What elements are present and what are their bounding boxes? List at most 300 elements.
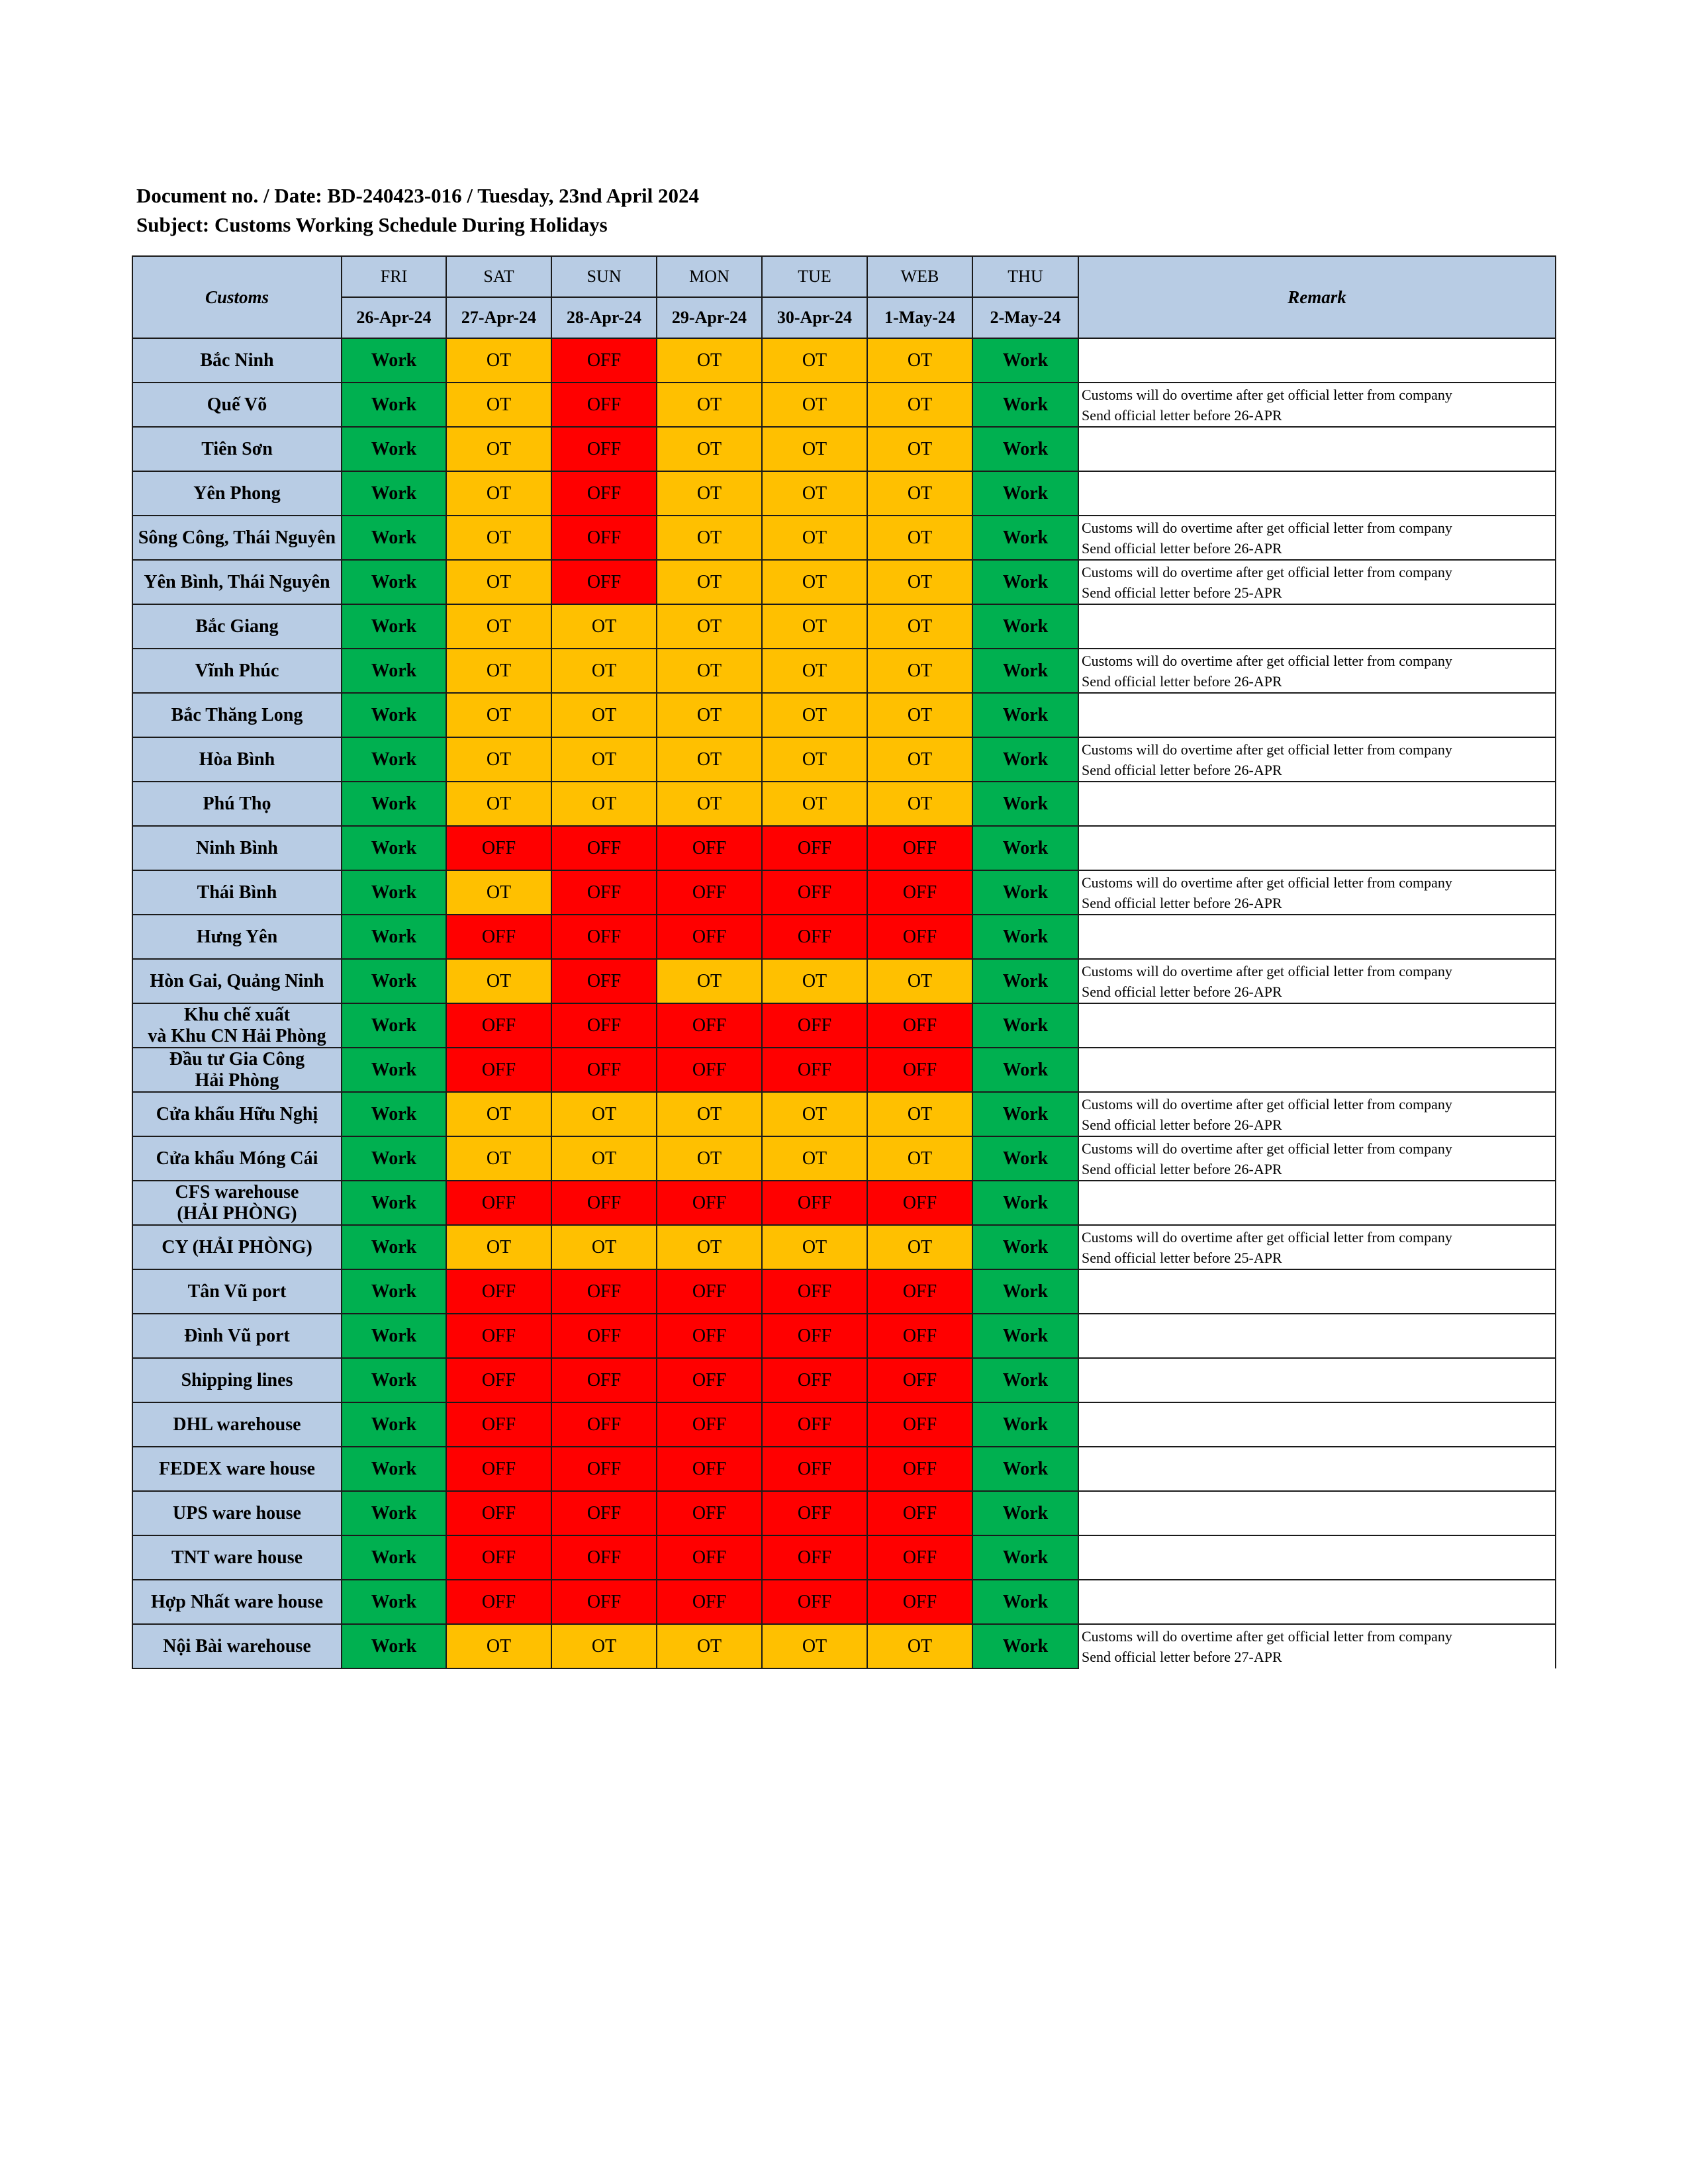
status-cell-sat: OFF — [446, 826, 551, 870]
table-row — [132, 560, 1556, 604]
status-cell-web: OT — [867, 737, 972, 782]
status-cell-thu: Work — [972, 693, 1078, 737]
status-cell-sun: OFF — [551, 1358, 657, 1402]
status-cell-sun: OFF — [551, 427, 657, 471]
status-cell-thu: Work — [972, 516, 1078, 560]
customs-office-name: Hòn Gai, Quảng Ninh — [132, 959, 342, 1003]
customs-office-name: Yên Phong — [132, 471, 342, 516]
status-cell-web: OFF — [867, 1358, 972, 1402]
table-row — [132, 826, 1556, 870]
status-cell-web: OT — [867, 782, 972, 826]
status-cell-web: OT — [867, 471, 972, 516]
customs-office-name-line: CFS warehouse — [175, 1181, 299, 1203]
table-row — [132, 1491, 1556, 1535]
status-cell-thu: Work — [972, 604, 1078, 649]
table-row — [132, 427, 1556, 471]
remark-line: Customs will do overtime after get official letter from company — [1082, 1095, 1452, 1113]
customs-column-header: Customs — [132, 256, 342, 338]
status-cell-sun: OFF — [551, 1314, 657, 1358]
status-cell-fri: Work — [342, 693, 446, 737]
status-cell-fri: Work — [342, 1136, 446, 1181]
status-cell-sun: OFF — [551, 516, 657, 560]
status-cell-sat: OT — [446, 427, 551, 471]
status-cell-thu: Work — [972, 1491, 1078, 1535]
customs-office-name: Bắc Thăng Long — [132, 693, 342, 737]
customs-office-name — [132, 1181, 342, 1225]
status-cell-sun: OT — [551, 1136, 657, 1181]
status-cell-sun: OFF — [551, 471, 657, 516]
status-cell-thu: Work — [972, 826, 1078, 870]
day-header: MON — [657, 256, 762, 297]
table-row — [132, 1181, 1556, 1225]
remark-cell — [1078, 427, 1556, 471]
remark-cell — [1078, 1624, 1556, 1668]
remark-cell — [1078, 782, 1556, 826]
table-row — [132, 383, 1556, 427]
status-cell-sun: OFF — [551, 1535, 657, 1580]
schedule-body — [132, 338, 1556, 1668]
status-cell-web: OFF — [867, 915, 972, 959]
status-cell-sat: OT — [446, 737, 551, 782]
status-cell-sat: OT — [446, 870, 551, 915]
status-cell-fri: Work — [342, 1092, 446, 1136]
remark-line: Customs will do overtime after get official letter from company — [1082, 741, 1452, 758]
status-cell-sat: OT — [446, 604, 551, 649]
table-row — [132, 737, 1556, 782]
status-cell-mon: OT — [657, 737, 762, 782]
remark-cell — [1078, 1358, 1556, 1402]
remark-cell — [1078, 959, 1556, 1003]
status-cell-tue: OT — [762, 604, 867, 649]
status-cell-web: OFF — [867, 1447, 972, 1491]
status-cell-sat: OFF — [446, 1402, 551, 1447]
remark-line: Send official letter before 26-APR — [1082, 1116, 1282, 1133]
status-cell-sun: OFF — [551, 1447, 657, 1491]
status-cell-mon: OT — [657, 1092, 762, 1136]
table-row — [132, 649, 1556, 693]
status-cell-tue: OT — [762, 649, 867, 693]
status-cell-sat: OFF — [446, 1181, 551, 1225]
status-cell-mon: OT — [657, 1624, 762, 1668]
status-cell-thu: Work — [972, 959, 1078, 1003]
status-cell-sun: OFF — [551, 1491, 657, 1535]
status-cell-tue: OFF — [762, 1358, 867, 1402]
status-cell-mon: OT — [657, 604, 762, 649]
status-cell-sun: OT — [551, 737, 657, 782]
table-row — [132, 1314, 1556, 1358]
status-cell-tue: OFF — [762, 1269, 867, 1314]
status-cell-fri: Work — [342, 1402, 446, 1447]
customs-office-name — [132, 1048, 342, 1092]
remark-line: Customs will do overtime after get official letter from company — [1082, 1228, 1452, 1246]
status-cell-fri: Work — [342, 649, 446, 693]
status-cell-mon: OT — [657, 383, 762, 427]
remark-line: Send official letter before 26-APR — [1082, 1160, 1282, 1177]
remark-line: Send official letter before 26-APR — [1082, 761, 1282, 778]
status-cell-thu: Work — [972, 427, 1078, 471]
customs-office-name: Nội Bài warehouse — [132, 1624, 342, 1668]
status-cell-tue: OT — [762, 737, 867, 782]
status-cell-thu: Work — [972, 782, 1078, 826]
status-cell-tue: OT — [762, 471, 867, 516]
status-cell-fri: Work — [342, 782, 446, 826]
status-cell-sun: OFF — [551, 915, 657, 959]
status-cell-mon: OT — [657, 959, 762, 1003]
status-cell-thu: Work — [972, 471, 1078, 516]
remark-cell — [1078, 870, 1556, 915]
status-cell-thu: Work — [972, 737, 1078, 782]
status-cell-fri: Work — [342, 1269, 446, 1314]
status-cell-thu: Work — [972, 1580, 1078, 1624]
remark-line: Send official letter before 26-APR — [1082, 672, 1282, 690]
status-cell-web: OFF — [867, 1314, 972, 1358]
status-cell-thu: Work — [972, 1181, 1078, 1225]
customs-office-name: Đình Vũ port — [132, 1314, 342, 1358]
remark-cell — [1078, 1447, 1556, 1491]
remark-cell — [1078, 1402, 1556, 1447]
remark-cell — [1078, 471, 1556, 516]
table-row — [132, 1624, 1556, 1668]
remark-line: Send official letter before 26-APR — [1082, 406, 1282, 424]
status-cell-fri: Work — [342, 471, 446, 516]
status-cell-thu: Work — [972, 1269, 1078, 1314]
customs-office-name: Phú Thọ — [132, 782, 342, 826]
status-cell-mon: OFF — [657, 1269, 762, 1314]
status-cell-mon: OT — [657, 471, 762, 516]
status-cell-web: OFF — [867, 1535, 972, 1580]
status-cell-fri: Work — [342, 1048, 446, 1092]
status-cell-tue: OFF — [762, 826, 867, 870]
customs-office-name: Bắc Giang — [132, 604, 342, 649]
table-row — [132, 1535, 1556, 1580]
status-cell-fri: Work — [342, 915, 446, 959]
status-cell-sat: OT — [446, 693, 551, 737]
remark-line: Customs will do overtime after get official letter from company — [1082, 1628, 1452, 1645]
remark-line: Send official letter before 26-APR — [1082, 894, 1282, 911]
status-cell-sun: OFF — [551, 1048, 657, 1092]
status-cell-mon: OT — [657, 427, 762, 471]
status-cell-sun: OT — [551, 693, 657, 737]
status-cell-mon: OFF — [657, 1358, 762, 1402]
status-cell-sat: OFF — [446, 1535, 551, 1580]
remark-cell — [1078, 1136, 1556, 1181]
status-cell-web: OFF — [867, 826, 972, 870]
status-cell-sat: OFF — [446, 1003, 551, 1048]
date-header: 1-May-24 — [867, 297, 972, 338]
remark-line: Customs will do overtime after get official letter from company — [1082, 652, 1452, 669]
status-cell-web: OT — [867, 1136, 972, 1181]
status-cell-mon: OFF — [657, 1181, 762, 1225]
status-cell-mon: OT — [657, 338, 762, 383]
customs-office-name-line: Khu chế xuất — [183, 1004, 291, 1025]
status-cell-fri: Work — [342, 1580, 446, 1624]
status-cell-mon: OT — [657, 1136, 762, 1181]
status-cell-sun: OFF — [551, 1269, 657, 1314]
status-cell-tue: OT — [762, 1225, 867, 1269]
status-cell-tue: OT — [762, 782, 867, 826]
status-cell-web: OT — [867, 516, 972, 560]
customs-office-name: Hợp Nhất ware house — [132, 1580, 342, 1624]
status-cell-tue: OFF — [762, 1048, 867, 1092]
day-header: WEB — [867, 256, 972, 297]
remark-cell — [1078, 560, 1556, 604]
customs-office-name: FEDEX ware house — [132, 1447, 342, 1491]
remark-line: Customs will do overtime after get official letter from company — [1082, 563, 1452, 580]
customs-office-name: Hòa Bình — [132, 737, 342, 782]
remark-cell — [1078, 1181, 1556, 1225]
status-cell-tue: OT — [762, 1624, 867, 1668]
customs-office-name: UPS ware house — [132, 1491, 342, 1535]
status-cell-sun: OT — [551, 1092, 657, 1136]
status-cell-web: OFF — [867, 1003, 972, 1048]
status-cell-fri: Work — [342, 427, 446, 471]
customs-office-name: Vĩnh Phúc — [132, 649, 342, 693]
status-cell-mon: OFF — [657, 1314, 762, 1358]
status-cell-web: OT — [867, 427, 972, 471]
status-cell-tue: OT — [762, 338, 867, 383]
status-cell-sun: OFF — [551, 1402, 657, 1447]
status-cell-web: OFF — [867, 1181, 972, 1225]
customs-office-name: Tân Vũ port — [132, 1269, 342, 1314]
table-row — [132, 1092, 1556, 1136]
status-cell-sat: OFF — [446, 915, 551, 959]
status-cell-sun: OT — [551, 649, 657, 693]
status-cell-web: OT — [867, 383, 972, 427]
document-header — [136, 181, 699, 240]
day-header: FRI — [342, 256, 446, 297]
date-header: 26-Apr-24 — [342, 297, 446, 338]
status-cell-web: OT — [867, 1624, 972, 1668]
status-cell-fri: Work — [342, 737, 446, 782]
status-cell-tue: OT — [762, 693, 867, 737]
status-cell-thu: Work — [972, 1092, 1078, 1136]
status-cell-thu: Work — [972, 1624, 1078, 1668]
status-cell-mon: OT — [657, 560, 762, 604]
table-row — [132, 1003, 1556, 1048]
status-cell-sun: OFF — [551, 1003, 657, 1048]
status-cell-tue: OFF — [762, 1447, 867, 1491]
remark-line: Customs will do overtime after get official letter from company — [1082, 874, 1452, 891]
table-row — [132, 693, 1556, 737]
status-cell-sat: OFF — [446, 1580, 551, 1624]
status-cell-mon: OFF — [657, 1048, 762, 1092]
status-cell-sun: OT — [551, 1225, 657, 1269]
status-cell-sat: OT — [446, 338, 551, 383]
date-header: 29-Apr-24 — [657, 297, 762, 338]
status-cell-mon: OT — [657, 649, 762, 693]
status-cell-thu: Work — [972, 1447, 1078, 1491]
day-header: SUN — [551, 256, 657, 297]
status-cell-fri: Work — [342, 1181, 446, 1225]
table-row — [132, 1580, 1556, 1624]
status-cell-web: OFF — [867, 1048, 972, 1092]
customs-office-name: CY (HẢI PHÒNG) — [132, 1225, 342, 1269]
document-subject: Subject: Customs Working Schedule During Holidays — [136, 213, 608, 236]
table-row — [132, 959, 1556, 1003]
status-cell-sat: OFF — [446, 1491, 551, 1535]
remark-cell — [1078, 1580, 1556, 1624]
table-row — [132, 1402, 1556, 1447]
status-cell-sat: OT — [446, 1225, 551, 1269]
customs-office-name: Quế Võ — [132, 383, 342, 427]
status-cell-mon: OT — [657, 782, 762, 826]
status-cell-sat: OT — [446, 782, 551, 826]
table-row — [132, 782, 1556, 826]
status-cell-mon: OT — [657, 516, 762, 560]
status-cell-tue: OFF — [762, 1003, 867, 1048]
status-cell-fri: Work — [342, 1624, 446, 1668]
customs-office-name: Bắc Ninh — [132, 338, 342, 383]
status-cell-fri: Work — [342, 1491, 446, 1535]
status-cell-sun: OFF — [551, 1580, 657, 1624]
date-header: 28-Apr-24 — [551, 297, 657, 338]
status-cell-mon: OFF — [657, 1535, 762, 1580]
remark-cell — [1078, 383, 1556, 427]
table-row — [132, 1358, 1556, 1402]
remark-cell — [1078, 1314, 1556, 1358]
status-cell-tue: OT — [762, 1092, 867, 1136]
status-cell-tue: OT — [762, 427, 867, 471]
status-cell-sun: OT — [551, 1624, 657, 1668]
status-cell-sun: OT — [551, 604, 657, 649]
status-cell-sat: OFF — [446, 1358, 551, 1402]
status-cell-tue: OT — [762, 516, 867, 560]
status-cell-thu: Work — [972, 1136, 1078, 1181]
status-cell-web: OT — [867, 959, 972, 1003]
status-cell-sun: OFF — [551, 826, 657, 870]
status-cell-fri: Work — [342, 383, 446, 427]
date-header: 2-May-24 — [972, 297, 1078, 338]
table-row — [132, 338, 1556, 383]
status-cell-sat: OT — [446, 959, 551, 1003]
customs-office-name: Yên Bình, Thái Nguyên — [132, 560, 342, 604]
status-cell-fri: Work — [342, 1314, 446, 1358]
status-cell-thu: Work — [972, 870, 1078, 915]
remark-line: Send official letter before 25-APR — [1082, 584, 1282, 601]
status-cell-fri: Work — [342, 338, 446, 383]
status-cell-thu: Work — [972, 915, 1078, 959]
customs-office-name: TNT ware house — [132, 1535, 342, 1580]
customs-office-name: Tiên Sơn — [132, 427, 342, 471]
remark-cell — [1078, 1269, 1556, 1314]
header-row-days — [132, 256, 1556, 297]
remark-cell — [1078, 649, 1556, 693]
status-cell-mon: OFF — [657, 1003, 762, 1048]
status-cell-thu: Work — [972, 1225, 1078, 1269]
remark-cell — [1078, 1003, 1556, 1048]
remark-line: Send official letter before 26-APR — [1082, 539, 1282, 557]
table-row — [132, 1136, 1556, 1181]
status-cell-fri: Work — [342, 1225, 446, 1269]
customs-office-name-line: Hải Phòng — [195, 1069, 279, 1091]
remark-cell — [1078, 826, 1556, 870]
status-cell-tue: OT — [762, 383, 867, 427]
status-cell-sun: OFF — [551, 338, 657, 383]
status-cell-sun: OT — [551, 782, 657, 826]
remark-cell — [1078, 1535, 1556, 1580]
status-cell-thu: Work — [972, 1003, 1078, 1048]
customs-office-name-line: và Khu CN Hải Phòng — [148, 1025, 326, 1046]
remark-line: Send official letter before 25-APR — [1082, 1249, 1282, 1266]
status-cell-sat: OT — [446, 1136, 551, 1181]
remark-cell — [1078, 915, 1556, 959]
customs-office-name: Sông Công, Thái Nguyên — [132, 516, 342, 560]
day-header: SAT — [446, 256, 551, 297]
remark-line: Customs will do overtime after get official letter from company — [1082, 1140, 1452, 1157]
status-cell-tue: OFF — [762, 1402, 867, 1447]
status-cell-thu: Work — [972, 1048, 1078, 1092]
customs-office-name: Ninh Bình — [132, 826, 342, 870]
status-cell-fri: Work — [342, 1003, 446, 1048]
status-cell-mon: OFF — [657, 1447, 762, 1491]
customs-office-name: Cửa khẩu Móng Cái — [132, 1136, 342, 1181]
status-cell-web: OT — [867, 649, 972, 693]
remark-cell — [1078, 1092, 1556, 1136]
customs-schedule-table — [132, 255, 1556, 1669]
status-cell-thu: Work — [972, 1314, 1078, 1358]
status-cell-sat: OFF — [446, 1269, 551, 1314]
status-cell-sun: OFF — [551, 959, 657, 1003]
customs-office-name: DHL warehouse — [132, 1402, 342, 1447]
table-row — [132, 1269, 1556, 1314]
status-cell-thu: Work — [972, 560, 1078, 604]
status-cell-fri: Work — [342, 560, 446, 604]
status-cell-web: OT — [867, 1225, 972, 1269]
status-cell-sat: OFF — [446, 1314, 551, 1358]
status-cell-thu: Work — [972, 649, 1078, 693]
status-cell-tue: OT — [762, 560, 867, 604]
status-cell-sat: OFF — [446, 1048, 551, 1092]
status-cell-sun: OFF — [551, 560, 657, 604]
status-cell-fri: Work — [342, 604, 446, 649]
remark-cell — [1078, 338, 1556, 383]
remark-cell — [1078, 1491, 1556, 1535]
status-cell-tue: OFF — [762, 1535, 867, 1580]
status-cell-fri: Work — [342, 516, 446, 560]
status-cell-mon: OFF — [657, 826, 762, 870]
status-cell-sat: OT — [446, 516, 551, 560]
date-header: 30-Apr-24 — [762, 297, 867, 338]
remark-cell — [1078, 516, 1556, 560]
status-cell-thu: Work — [972, 1402, 1078, 1447]
table-row — [132, 1225, 1556, 1269]
customs-office-name: Thái Bình — [132, 870, 342, 915]
table-row — [132, 516, 1556, 560]
document-number-date: Document no. / Date: BD-240423-016 / Tuesday, 23nd April 2024 — [136, 184, 700, 207]
remark-cell — [1078, 1048, 1556, 1092]
date-header: 27-Apr-24 — [446, 297, 551, 338]
status-cell-mon: OFF — [657, 1402, 762, 1447]
status-cell-mon: OFF — [657, 915, 762, 959]
status-cell-tue: OFF — [762, 870, 867, 915]
customs-office-name — [132, 1003, 342, 1048]
table-row — [132, 471, 1556, 516]
status-cell-mon: OFF — [657, 870, 762, 915]
status-cell-mon: OFF — [657, 1491, 762, 1535]
status-cell-tue: OFF — [762, 1181, 867, 1225]
status-cell-web: OFF — [867, 1269, 972, 1314]
status-cell-fri: Work — [342, 870, 446, 915]
status-cell-sun: OFF — [551, 870, 657, 915]
customs-office-name-line: (HẢI PHÒNG) — [177, 1203, 297, 1224]
status-cell-fri: Work — [342, 1535, 446, 1580]
remark-cell — [1078, 1225, 1556, 1269]
status-cell-web: OFF — [867, 870, 972, 915]
customs-office-name: Shipping lines — [132, 1358, 342, 1402]
customs-office-name: Cửa khẩu Hữu Nghị — [132, 1092, 342, 1136]
status-cell-mon: OFF — [657, 1580, 762, 1624]
customs-office-name-line: Đầu tư Gia Công — [169, 1048, 305, 1069]
